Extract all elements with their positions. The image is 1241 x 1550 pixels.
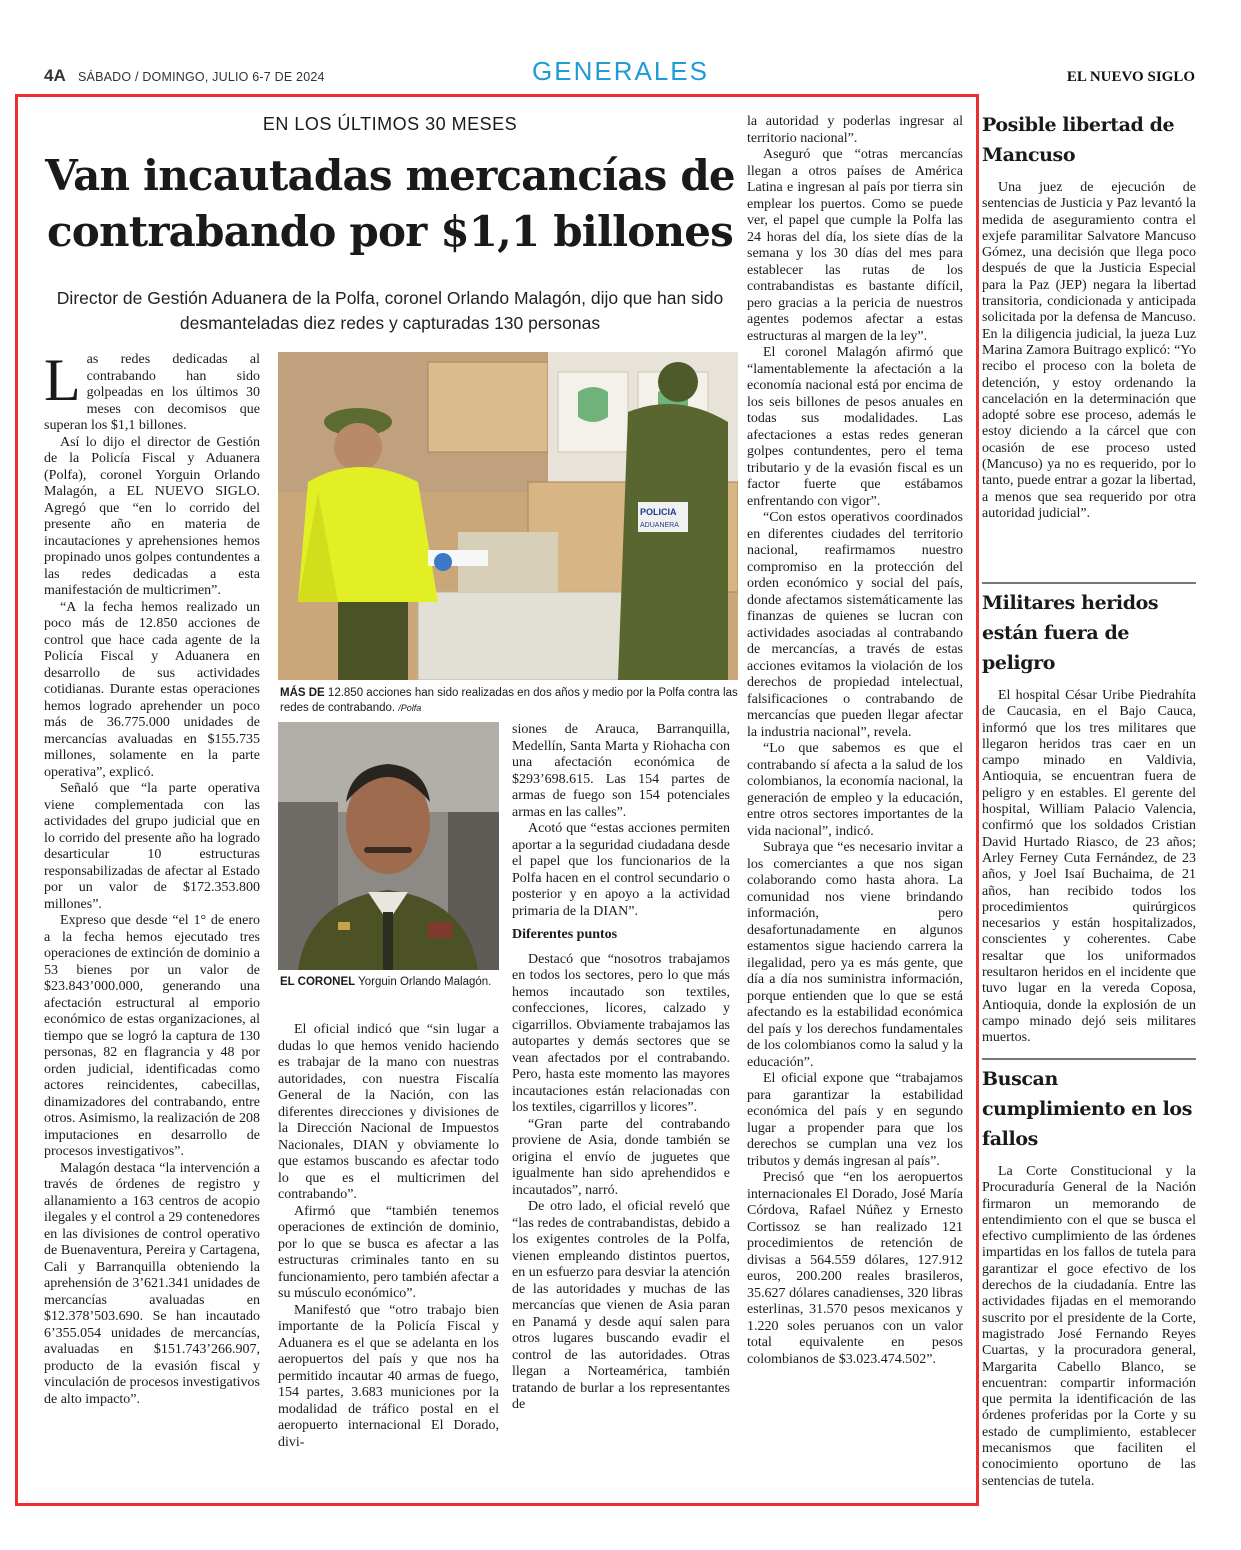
paragraph: la autoridad y poderlas ingresar al territorio nacional”. xyxy=(747,114,963,146)
sidebar-story-militares xyxy=(982,588,1196,1047)
photo-credit: /Polfa xyxy=(398,703,422,713)
paragraph: Así lo dijo el director de Gestión de la Policía Fiscal y Aduanera (Polfa), coronel Yorguin Orlando Malagón, a EL NUEVO SIGLO. Agregó que “en lo corrido del presente año en materia de incautaciones y aprehensiones hemos propinado unos golpes contundentes a las redes dedicadas a esta manifestación de multicrimen”. xyxy=(44,434,260,598)
photo-1-caption: MÁS DE 12.850 acciones han sido realizadas en dos años y medio por la Polfa contra las redes de contrabando. /Polfa xyxy=(280,687,738,714)
article-column-2 xyxy=(278,1022,499,1451)
masthead-logo: EL NUEVO SIGLO xyxy=(1066,69,1195,85)
paragraph: Destacó que “nosotros trabajamos en todos los sectores, pero lo que más hemos incautado son textiles, confecciones, licores, calzado y cigarrillos. Obviamente trabajamos las autopartes y demás sectores que se vean afectados por el contrabando. Pero, hasta este momento las mayores incautaciones están relacionadas con los textiles, cigarrillos y licores”. xyxy=(512,951,730,1115)
paragraph: Acotó que “estas acciones permiten aportar a la seguridad ciudadana desde el papel que los funcionarios de la Polfa hacen en el control secundario o posterior y en apoyo a la actividad primaria de la DIAN”. xyxy=(512,821,730,919)
page-header xyxy=(0,0,1241,95)
article-column-3 xyxy=(512,722,730,1414)
paragraph: Aseguró que “otras mercancías llegan a otros países de América Latina e ingresan al país por tierra sin emplear los puertos. Como se puede ver, el papel que cumple la Polfa las 24 horas del día, los siete días de la semana y los 30 días del mes para establecer las rutas de los contrabandistas es bastante difícil, pero gracias a la pericia de nuestros agentes podemos afectar a estas estructuras al margen de la ley”. xyxy=(747,147,963,344)
photo-coronel-portrait-image xyxy=(278,722,499,970)
article-kicker: EN LOS ÚLTIMOS 30 MESES xyxy=(262,114,518,134)
sidebar-body: El hospital César Uribe Piedrahíta de Caucasia, en el Bajo Cauca, informó que los tres militares que llegaron heridos tras caer en un campo minado en Valdivia, Antioquia, se encuentran fuera de peligro y en estables. El gerente del hospital, William Palacio Valencia, confirmó que los soldados Cristian David Hurtado Riasco, de 23 años; Arley Ferney Cuta Fernández, de 23 años, y Joel Isaí Buchaima, de 21 años, han recibido todos los procedimientos quirúrgicos necesarios y están hospitalizados, conscientes y coherentes. Cabe resaltar que los uniformados resultaron heridos en el incidente que tuvo lugar en la vereda Coposa, Antioquia, donde la explosión de un campo minado dejó seis militares muertos. xyxy=(982,688,1196,1046)
paragraph: “Con estos operativos coordinados en diferentes ciudades del territorio nacional, reafirmamos nuestro compromiso en la protección del orden económico y social del país, donde afectamos sistemáticamente las finanzas de quienes se lucran con actividades asociadas al contrabando de mercancías, a través de estas acciones evitamos la violación de los derechos de propiedad intelectual, falsificaciones o contrabando de mercancías que pueden llegar afectar la industria nacional”, revela. xyxy=(747,510,963,740)
paragraph: El oficial expone que “trabajamos para garantizar la estabilidad económica del país y en segundo lugar a propender para que los derechos se cumplan una vez los tributos y demás ingresan al país”. xyxy=(747,1071,963,1169)
lead-paragraph: Las redes dedicadas al contrabando han sido golpeadas en los últimos 30 meses con decomisos que superan los $1,1 billones. xyxy=(44,347,260,433)
sidebar-divider xyxy=(982,1058,1196,1060)
photo-polfa-inspection-image xyxy=(278,352,738,680)
sidebar-story-mancuso xyxy=(982,110,1196,522)
paragraph: Afirmó que “también tenemos operaciones de extinción de dominio, por lo que se busca es afectar a las estructuras criminales tanto en su funcionamiento, pero también afectar a su músculo económico”. xyxy=(278,1203,499,1301)
photo-coronel-portrait xyxy=(278,722,499,970)
dateline: SÁBADO / DOMINGO, JULIO 6-7 DE 2024 xyxy=(78,70,325,84)
sidebar-headline: Posible libertad de Mancuso xyxy=(982,114,1175,166)
paragraph: El oficial indicó que “sin lugar a dudas lo que hemos venido haciendo es trabajar de la mano con nuestras autoridades, con nuestra Fiscalía General de la Nación, con las diferentes direcciones y divisiones de la Dirección Nacional de Impuestos Nacionales, DIAN y obviamente lo que estamos buscando es afectar todo lo que es el multicrimen del contrabando”. xyxy=(278,1022,499,1202)
paragraph: Expreso que desde “el 1° de enero a la fecha hemos ejecutado tres operaciones de extinción de dominio a 53 bienes por un valor de $23.843’000.000, generando una afectación estructural al emporio económico de estas organizaciones, al tiempo que se logró la captura de 130 personas, 82 en flagrancia y 48 por orden judicial, identificadas como actores reincidentes, cabecillas, dinamizadores del contrabando, entre otros. Asimismo, la realización de 208 imputaciones en desarrollo de procesos investigativos”. xyxy=(44,913,260,1159)
caption-lead: MÁS DE xyxy=(280,687,325,699)
article-column-1 xyxy=(44,347,260,1408)
sidebar-headline: Militares heridos están fuera de peligro xyxy=(982,592,1159,674)
section-title: GENERALES xyxy=(532,56,709,86)
page-number: 4A xyxy=(44,66,66,85)
photo-polfa-inspection xyxy=(278,352,738,680)
paragraph: Malagón destaca “la intervención a través de órdenes de registro y allanamiento a 163 centros de acopio ilegales y el control a 29 contenedores en las divisiones de control operativo de Buenaventura, Pereira y Cartagena, Cali y Barranquilla obteniendo la aprehensión de 3’621.341 unidades de mercancías avaluadas en $12.378’503.690. Se han incautado 6’355.054 unidades de mercancías, avaluadas en $151.743’266.907, producto de la evasión fiscal y vinculación de procesos investigativos de alto impacto”. xyxy=(44,1160,260,1407)
article-subhead: Director de Gestión Aduanera de la Polfa, coronel Orlando Malagón, dijo que han sido desmanteladas diez redes y capturadas 130 personas xyxy=(56,288,724,333)
paragraph: “A la fecha hemos realizado un poco más de 12.850 acciones de control que hace cada agente de la Policía Fiscal y Aduanera en desarrollo de sus actividades cotidianas. Durante estas operaciones hemos logrado aprehender un poco más de 36.775.000 unidades de mercancías avaluadas en $155.735 millones, solamente en la parte operativa”, explicó. xyxy=(44,599,260,780)
article-column-4 xyxy=(747,114,963,1368)
sidebar-divider xyxy=(982,582,1196,584)
photo-2-caption: EL CORONEL Yorguin Orlando Malagón. xyxy=(280,976,492,988)
sidebar-headline: Buscan cumplimiento en los fallos xyxy=(982,1068,1193,1150)
sidebar-story-fallos xyxy=(982,1064,1196,1490)
article-headline: Van incautadas mercancías de contrabando por $1,1 billones xyxy=(45,151,735,256)
drop-cap: L xyxy=(44,347,81,413)
paragraph: De otro lado, el oficial reveló que “las redes de contrabandistas, debido a los exigentes controles de la Polfa, vienen empleando distintos puertos, en un esfuerzo para desviar la atención de las autoridades y muchas de las mercancías que vienen de Asia paran en Panamá y desde aquí salen para otros lugares buscando evadir el control de las autoridades. Otras llegan a Norteamérica, también tratando de burlar a los representantes de xyxy=(512,1199,730,1412)
paragraph: Precisó que “en los aeropuertos internacionales El Dorado, José María Córdova, Rafael Núñez y Ernesto Cortissoz se han realizado 121 procedimientos de retención de divisas a 564.559 dólares, 127.912 euros, 200.200 reales brasileros, 35.627 dólares canadienses, 320 libras esterlinas, 31.570 pesos mexicanos y 1.220 soles peruanos con un valor total equivalente en pesos colombianos de $3.023.474.502”. xyxy=(747,1170,963,1367)
subtitle: Diferentes puntos xyxy=(512,927,618,942)
paragraph: siones de Arauca, Barranquilla, Medellín, Santa Marta y Riohacha con una afectación económica de $293’698.615. Las 154 partes de armas de fuego son 154 potenciales armas en las calles”. xyxy=(512,722,730,820)
vest-text: POLICIA xyxy=(640,507,677,517)
paragraph: Señaló que “la parte operativa viene complementada con las actividades del grupo judicial que en lo corrido del presente año ha logrado desarticular 10 estructuras responsabilizadas de afectar al Estado por un valor de $172.353.800 millones”. xyxy=(44,781,260,912)
paragraph: El coronel Malagón afirmó que “lamentablemente la afectación a la economía nacional está por encima de los seis billones de pesos anuales en todas sus modalidades. Las afectaciones a estas redes generan golpes contundentes, pero el tema tributario y de la evasión fiscal es un factor fuerte que estábamos enfrentando con vigor”. xyxy=(747,345,963,509)
paragraph: “Gran parte del contrabando proviene de Asia, donde también se origina el envío de juguetes que igualmente han sido aprehendidos e incautados”, narró. xyxy=(512,1116,730,1198)
vest-text-2: ADUANERA xyxy=(640,522,679,529)
paragraph: Subraya que “es necesario invitar a los comerciantes a que nos sigan colaborando como hasta ahora. La comunidad nos viene brindando información, pero desafortunadamente en algunos estamentos sigue haciendo carrera la ilegalidad, pero ya es más gente, que día a día nos suministra información, porque entienden que lo que se está afectando es la estabilidad económica del país y los derechos fundamentales de los colombianos como la salud y la educación”. xyxy=(747,840,963,1070)
paragraph: “Lo que sabemos es que el contrabando sí afecta a la salud de los colombianos, la economía nacional, la generación de empleo y la educación, entre otros sectores importantes de la vida nacional”, indicó. xyxy=(747,741,963,839)
paragraph: Manifestó que “otro trabajo bien importante de la Policía Fiscal y Aduanera es el que se adelanta en los aeropuertos del país y que nos ha permitido incautar 40 armas de fuego, 154 partes, 3.683 municiones por la modalidad de tráfico postal en el aeropuerto internacional El Dorado, divi- xyxy=(278,1302,499,1450)
sidebar-body: Una juez de ejecución de sentencias de Justicia y Paz levantó la medida de aseguramiento contra el exjefe paramilitar Salvatore Mancuso Gómez, una decisión que llega poco después de que la Justicia Especial para la Paz (JEP) negara la libertad transitoria, condicionada y anticipada solicitada por la defensa de Mancuso. En la diligencia judicial, la jueza Luz Marina Zamora Buitrago explicó: “Yo recibo el proceso con la boleta de detención, y estoy ordenando la cancelación en la determinación que adopté sobre ese proceso, además le estoy diciendo a la cárcel que con ocasión de ese proceso usted (Mancuso) ya no es requerido, por lo tanto, puede entrar a gozar la libertad, a menos que sea requerido por otra autoridad judicial”. xyxy=(982,180,1196,521)
sidebar-body: La Corte Constitucional y la Procuraduría General de la Nación firmaron un memorando de entendimiento con el que se busca el efectivo cumplimiento de las órdenes impartidas en los fallos de tutela para garantizar el goce efectivo de los derechos de la ciudadanía. Entre las actividades fijadas en el memorando suscrito por el presidente de la Corte, magistrado José Fernando Reyes Cuartas, y la procuradora general, Margarita Cabello Blanco, se encuentran: compartir información que permita la identificación de las órdenes proferidas por la Corte y su estado de cumplimiento, establecer mecanismos que faciliten el conocimiento oportuno de las sentencias de tutela. xyxy=(982,1164,1196,1489)
caption-lead: EL CORONEL xyxy=(280,976,356,988)
